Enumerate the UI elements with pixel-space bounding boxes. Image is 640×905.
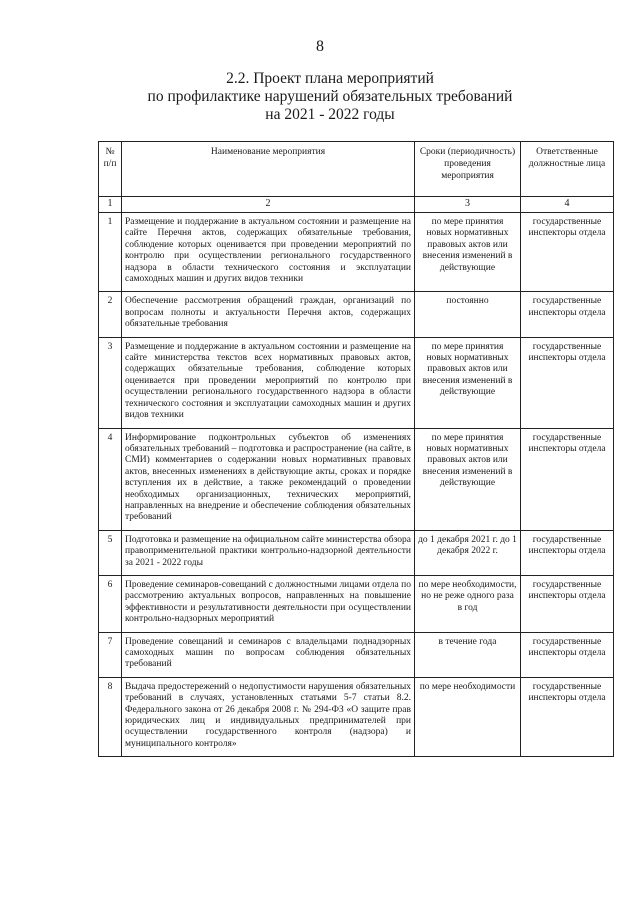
activity-term: до 1 декабря 2021 г. до 1 декабря 2022 г. [415,530,521,575]
activity-term: в течение года [415,632,521,677]
activity-name: Информирование подконтрольных субъектов об изменениях обязательных требований – подготовка и распространение (на сайте, в СМИ) комментариев о содержании новых нормативных правовых актов, внесенных изменениях в действующие акты, сроках и порядке вступления их в действие, а также рекомендаций о проведении необходимых организационных, технических мероприятий, направленных на внедрение и обеспечение соблюдения обязательных требований [122,428,415,530]
table-row [99,428,614,530]
activity-name: Размещение и поддержание в актуальном состоянии и размещение на сайте Перечня актов, содержащих обязательные требования, соблюдение которых оценивается при проведении мероприятий по контролю при осуществлении регионального государственного надзора в области технического состояния и эксплуатации самоходных машин и других видов техники [122,213,415,292]
header-term: Сроки (периодичность) проведения мероприятия [415,142,521,197]
table-row [99,213,614,292]
title-line-1: 2.2. Проект плана мероприятий [226,70,434,87]
responsible-persons: государственные инспекторы отдела [521,677,614,756]
document-title [110,70,550,124]
activity-term: по мере необходимости [415,677,521,756]
activity-name: Размещение и поддержание в актуальном состоянии и размещение на сайте министерства текстов всех нормативных правовых актов, содержащих обязательные требования, соблюдение которых оценивается при проведении мероприятий по контролю при осуществлении регионального государственного надзора в области технического состояния и эксплуатации самоходных машин и других видов техники [122,337,415,428]
activity-term: по мере принятия новых нормативных правовых актов или внесения изменений в действующие [415,428,521,530]
row-number: 3 [99,337,122,428]
responsible-persons: государственные инспекторы отдела [521,530,614,575]
activity-term: по мере принятия новых нормативных правовых актов или внесения изменений в действующие [415,337,521,428]
activity-name: Обеспечение рассмотрения обращений граждан, организаций по вопросам полноты и актуальности Перечня актов, содержащих обязательные требования [122,292,415,337]
row-number: 5 [99,530,122,575]
column-index: 3 [415,197,521,213]
responsible-persons: государственные инспекторы отдела [521,575,614,632]
table-header-row [99,142,614,197]
row-number: 7 [99,632,122,677]
activity-name: Проведение совещаний и семинаров с владельцами поднадзорных самоходных машин по вопросам соблюдения обязательных требований [122,632,415,677]
header-name: Наименование мероприятия [122,142,415,197]
table-row [99,575,614,632]
column-index: 2 [122,197,415,213]
row-number: 1 [99,213,122,292]
page-number: 8 [316,38,324,55]
activity-name: Проведение семинаров-совещаний с должностными лицами отдела по рассмотрению актуальных вопросов, направленных на повышение эффективности и результативности деятельности при осуществлении контрольно-надзорных мероприятий [122,575,415,632]
table-row [99,632,614,677]
activity-name: Выдача предостережений о недопустимости нарушения обязательных требований в случаях, установленных статьями 5-7 статьи 8.2. Федерального закона от 26 декабря 2008 г. № 294-ФЗ «О защите прав юридических лиц и индивидуальных предпринимателей при осуществлении государственного контроля (надзора) и муниципального контроля» [122,677,415,756]
title-line-3: на 2021 - 2022 годы [265,106,395,123]
column-index-row [99,197,614,213]
row-number: 2 [99,292,122,337]
responsible-persons: государственные инспекторы отдела [521,292,614,337]
header-resp: Ответственные должностные лица [521,142,614,197]
table-row [99,292,614,337]
activity-term: по мере необходимости, но не реже одного раза в год [415,575,521,632]
responsible-persons: государственные инспекторы отдела [521,337,614,428]
plan-table [98,141,614,757]
row-number: 8 [99,677,122,756]
responsible-persons: государственные инспекторы отдела [521,428,614,530]
row-number: 4 [99,428,122,530]
column-index: 4 [521,197,614,213]
title-line-2: по профилактике нарушений обязательных требований [147,88,513,105]
responsible-persons: государственные инспекторы отдела [521,213,614,292]
activity-term: постоянно [415,292,521,337]
activity-term: по мере принятия новых нормативных правовых актов или внесения изменений в действующие [415,213,521,292]
table-row [99,677,614,756]
column-index: 1 [99,197,122,213]
responsible-persons: государственные инспекторы отдела [521,632,614,677]
table-row [99,337,614,428]
row-number: 6 [99,575,122,632]
activity-name: Подготовка и размещение на официальном сайте министерства обзора правоприменительной практики контрольно-надзорной деятельности за 2021 - 2022 годы [122,530,415,575]
header-num: № п/п [99,142,122,197]
table-row [99,530,614,575]
